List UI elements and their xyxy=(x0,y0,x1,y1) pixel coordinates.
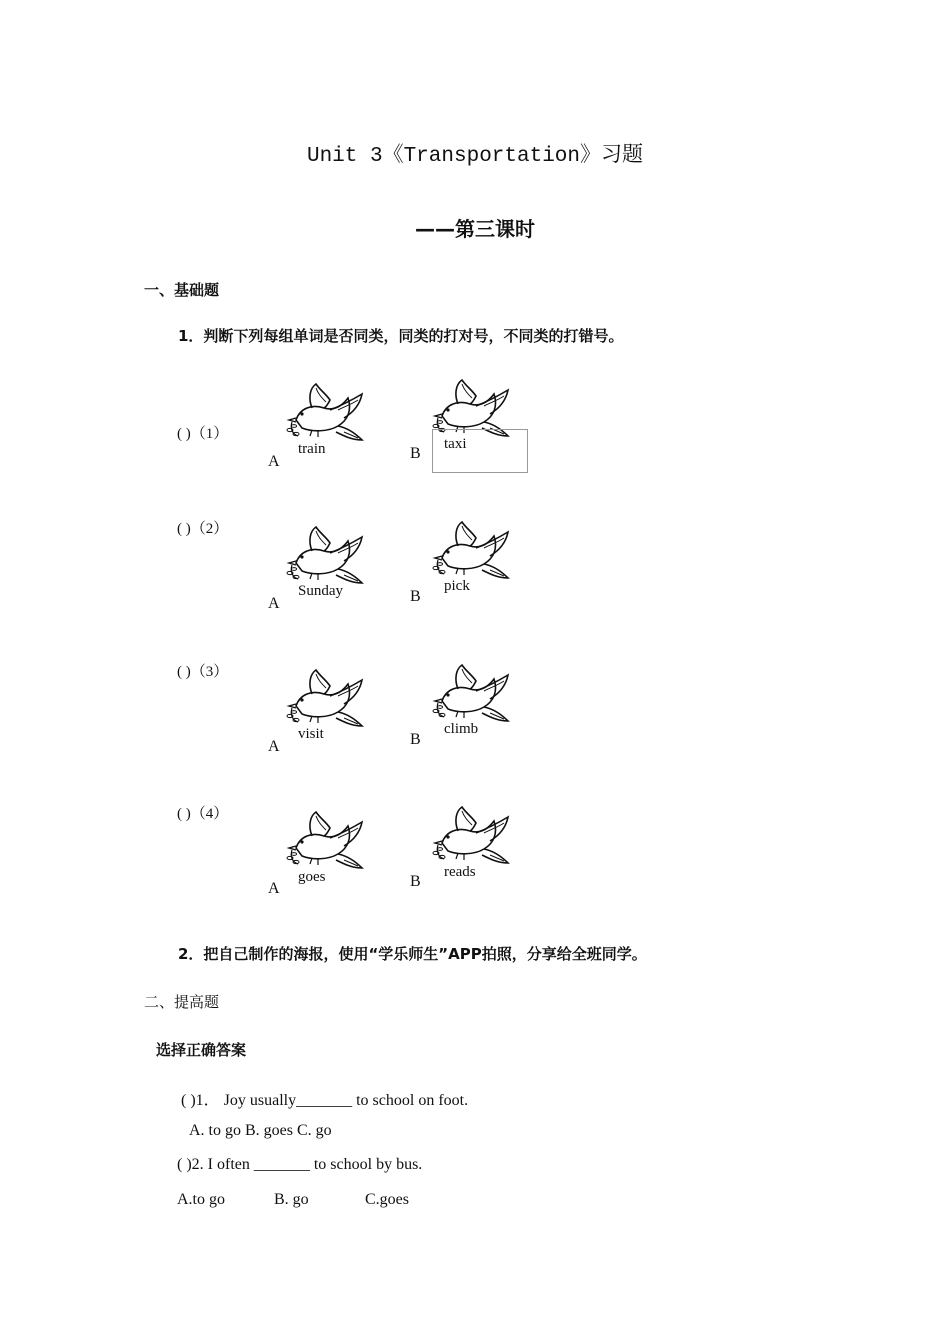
page-title: Unit 3《Transportation》习题 xyxy=(306,145,644,168)
section2-heading-text: 二、提高题 xyxy=(144,993,220,1011)
item2-paren: ( )（2） xyxy=(177,521,229,537)
dove-icon xyxy=(282,380,366,444)
section1-heading: 一、基础题 xyxy=(144,281,220,299)
item1-word-a: train xyxy=(298,441,326,457)
item4-label-a: A xyxy=(268,880,280,897)
item3-word-b: climb xyxy=(444,721,479,737)
item3-label-b: B xyxy=(410,731,421,748)
item1-label-b: B xyxy=(410,445,421,462)
choice-question-2-option-c: C.goes xyxy=(365,1191,409,1208)
item1-label-a: A xyxy=(268,453,280,470)
item3-label-a: A xyxy=(268,738,280,755)
section2-subheading: 选择正确答案 xyxy=(156,1041,247,1059)
choice-question-2-option-b: B. go xyxy=(274,1191,309,1208)
choice-question-2-option-a: A.to go xyxy=(177,1191,225,1208)
item2-word-b: pick xyxy=(444,578,470,594)
item2-word-a: Sunday xyxy=(298,583,343,599)
dove-icon xyxy=(428,518,512,582)
item2-label-b: B xyxy=(410,588,421,605)
item2-label-a: A xyxy=(268,595,280,612)
dove-icon xyxy=(282,666,366,730)
choice-question-2: ( )2. I often _______ to school by bus. xyxy=(177,1156,423,1173)
page-subtitle: ——第三课时 xyxy=(415,217,535,241)
choice-question-1-options: A. to go B. goes C. go xyxy=(189,1122,332,1139)
dove-icon xyxy=(282,808,366,872)
item1-paren: ( )（1） xyxy=(177,426,229,442)
item4-word-a: goes xyxy=(298,869,326,885)
dove-icon xyxy=(428,803,512,867)
dove-icon xyxy=(428,661,512,725)
item4-label-b: B xyxy=(410,873,421,890)
dove-icon xyxy=(282,523,366,587)
section2-heading xyxy=(144,991,219,1012)
item4-paren: ( )（4） xyxy=(177,806,229,822)
item3-paren: ( )（3） xyxy=(177,664,229,680)
item3-word-a: visit xyxy=(298,726,324,742)
question1-instruction: 1．判断下列每组单词是否同类，同类的打对号，不同类的打错号。 xyxy=(178,327,624,345)
item4-word-b: reads xyxy=(444,864,476,880)
choice-question-1: ( )1． Joy usually_______ to school on foot. xyxy=(181,1092,469,1109)
item1-word-b: taxi xyxy=(444,436,467,452)
question2-instruction: 2．把自己制作的海报，使用“学乐师生”APP拍照，分享给全班同学。 xyxy=(178,945,647,963)
